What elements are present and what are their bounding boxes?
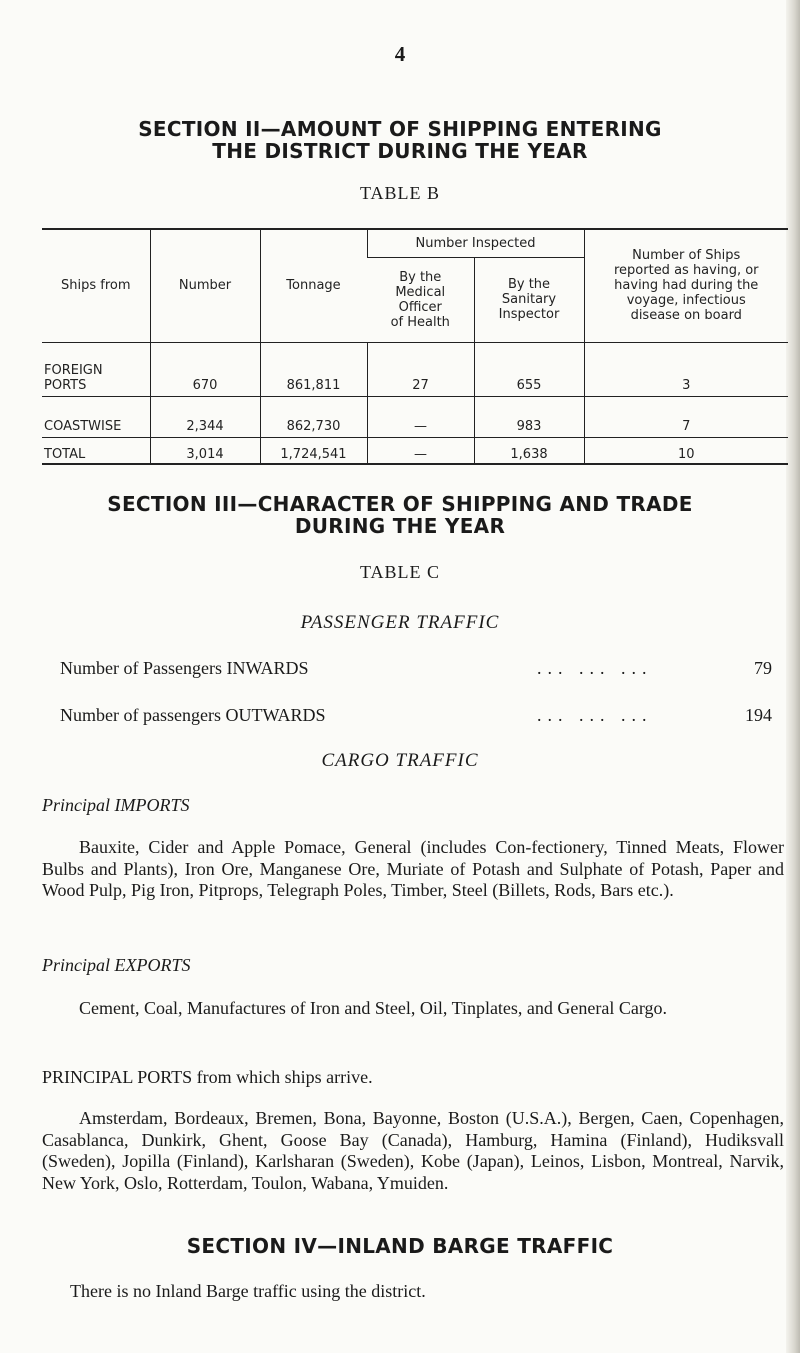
- header-si-line: Inspector: [498, 307, 560, 322]
- cell-si: 1,638: [474, 437, 584, 464]
- imports-heading: Principal IMPORTS: [42, 795, 190, 815]
- cell-ships-from: COASTWISE: [42, 396, 150, 437]
- cell-ships-from-line: PORTS: [44, 377, 87, 393]
- cell-moh: —: [367, 437, 474, 464]
- cell-si: 655: [474, 342, 584, 396]
- ports-paragraph: [42, 1108, 784, 1194]
- page-number: 4: [394, 42, 406, 66]
- table-b-title: TABLE B: [359, 183, 441, 203]
- section-2-heading: [0, 118, 800, 162]
- table-row-total: [42, 437, 788, 464]
- header-number: Number: [150, 229, 260, 342]
- header-infectious-line: disease on board: [630, 308, 742, 324]
- passengers-inwards-row: [60, 658, 772, 679]
- header-infectious-line: voyage, infectious: [626, 293, 746, 309]
- section-3-line1: SECTION III—CHARACTER OF SHIPPING AND TRADE: [107, 492, 693, 516]
- imports-text: Bauxite, Cider and Apple Pomace, General (includes Con-fectionery, Tinned Meats, Flower Bulbs and Plants), Iron Ore, Manganese Ore, Muriate of Potash and Sulphate of Potash, Paper and Wood Pulp, Pig Iron, Pitprops, Telegraph Poles, Timber, Steel (Billets, Rods, Bars etc.).: [42, 837, 784, 900]
- cell-tonnage: 862,730: [260, 396, 367, 437]
- table-row: [42, 396, 788, 437]
- section-4-text: There is no Inland Barge traffic using the district.: [70, 1281, 426, 1301]
- header-moh-line: Officer: [398, 299, 442, 315]
- cell-ships-from-line: FOREIGN: [44, 362, 103, 378]
- exports-heading: Principal EXPORTS: [42, 955, 191, 975]
- cell-infectious: 3: [584, 342, 788, 396]
- section-2-line2: THE DISTRICT DURING THE YEAR: [212, 139, 588, 163]
- header-si-line: Sanitary: [501, 292, 557, 307]
- cell-infectious: 10: [584, 437, 788, 464]
- cargo-traffic-heading: CARGO TRAFFIC: [321, 750, 479, 771]
- cell-number: 2,344: [150, 396, 260, 437]
- passengers-inwards-value: 79: [754, 658, 772, 678]
- cell-ships-from: TOTAL: [42, 437, 150, 464]
- leader-dots: ... ... ...: [537, 705, 653, 725]
- header-infectious-line: having had during the: [614, 278, 759, 294]
- passengers-outwards-value: 194: [745, 705, 772, 725]
- imports-paragraph: [42, 837, 784, 902]
- header-si-line: By the: [507, 277, 551, 292]
- header-infectious-line: reported as having, or: [613, 263, 759, 279]
- cell-ships-from: [42, 342, 150, 396]
- header-by-moh: [367, 257, 474, 342]
- cell-number: 3,014: [150, 437, 260, 464]
- cell-infectious: 7: [584, 396, 788, 437]
- ports-heading: PRINCIPAL PORTS from which ships arrive.: [42, 1067, 373, 1087]
- section-3-line2: DURING THE YEAR: [294, 514, 506, 538]
- header-infectious: [584, 229, 788, 342]
- header-ships-from: Ships from: [42, 229, 150, 342]
- leader-dots: ... ... ...: [537, 658, 653, 678]
- cell-si: 983: [474, 396, 584, 437]
- table-b: [42, 228, 788, 465]
- exports-text: Cement, Coal, Manufactures of Iron and Steel, Oil, Tinplates, and General Cargo.: [79, 998, 668, 1018]
- table-c-title: TABLE C: [359, 562, 441, 582]
- cell-moh: 27: [367, 342, 474, 396]
- exports-paragraph: [42, 998, 784, 1020]
- cell-number: 670: [150, 342, 260, 396]
- header-number-inspected: Number Inspected: [367, 229, 584, 257]
- passengers-outwards-row: [60, 705, 772, 726]
- header-infectious-line: Number of Ships: [632, 248, 741, 264]
- cell-moh: —: [367, 396, 474, 437]
- header-moh-line: Medical: [395, 284, 446, 300]
- table-row: [42, 342, 788, 396]
- header-moh-line: of Health: [390, 314, 450, 330]
- cell-tonnage: 1,724,541: [260, 437, 367, 464]
- section-3-heading: [0, 493, 800, 537]
- header-by-si: [474, 257, 584, 342]
- passenger-traffic-heading: PASSENGER TRAFFIC: [300, 612, 500, 633]
- header-moh-line: By the: [399, 269, 442, 285]
- ports-text: Amsterdam, Bordeaux, Bremen, Bona, Bayonne, Boston (U.S.A.), Bergen, Caen, Copenhagen, Casablanca, Dunkirk, Ghent, Goose Bay (Canada), Hamburg, Hamina (Finland), Hudiksvall (Sweden), Jopilla (Finland), Karlsharan (Sweden), Kobe (Japan), Leinos, Lisbon, Montreal, Narvik, New York, Oslo, Rotterdam, Toulon, Wabana, Ymuiden.: [42, 1108, 784, 1193]
- header-tonnage: Tonnage: [260, 229, 367, 342]
- passengers-inwards-label: Number of Passengers INWARDS: [60, 658, 309, 678]
- passengers-outwards-label: Number of passengers OUTWARDS: [60, 705, 326, 725]
- cell-tonnage: 861,811: [260, 342, 367, 396]
- section-4-heading: SECTION IV—INLAND BARGE TRAFFIC: [186, 1234, 614, 1258]
- section-2-line1: SECTION II—AMOUNT OF SHIPPING ENTERING: [138, 117, 662, 141]
